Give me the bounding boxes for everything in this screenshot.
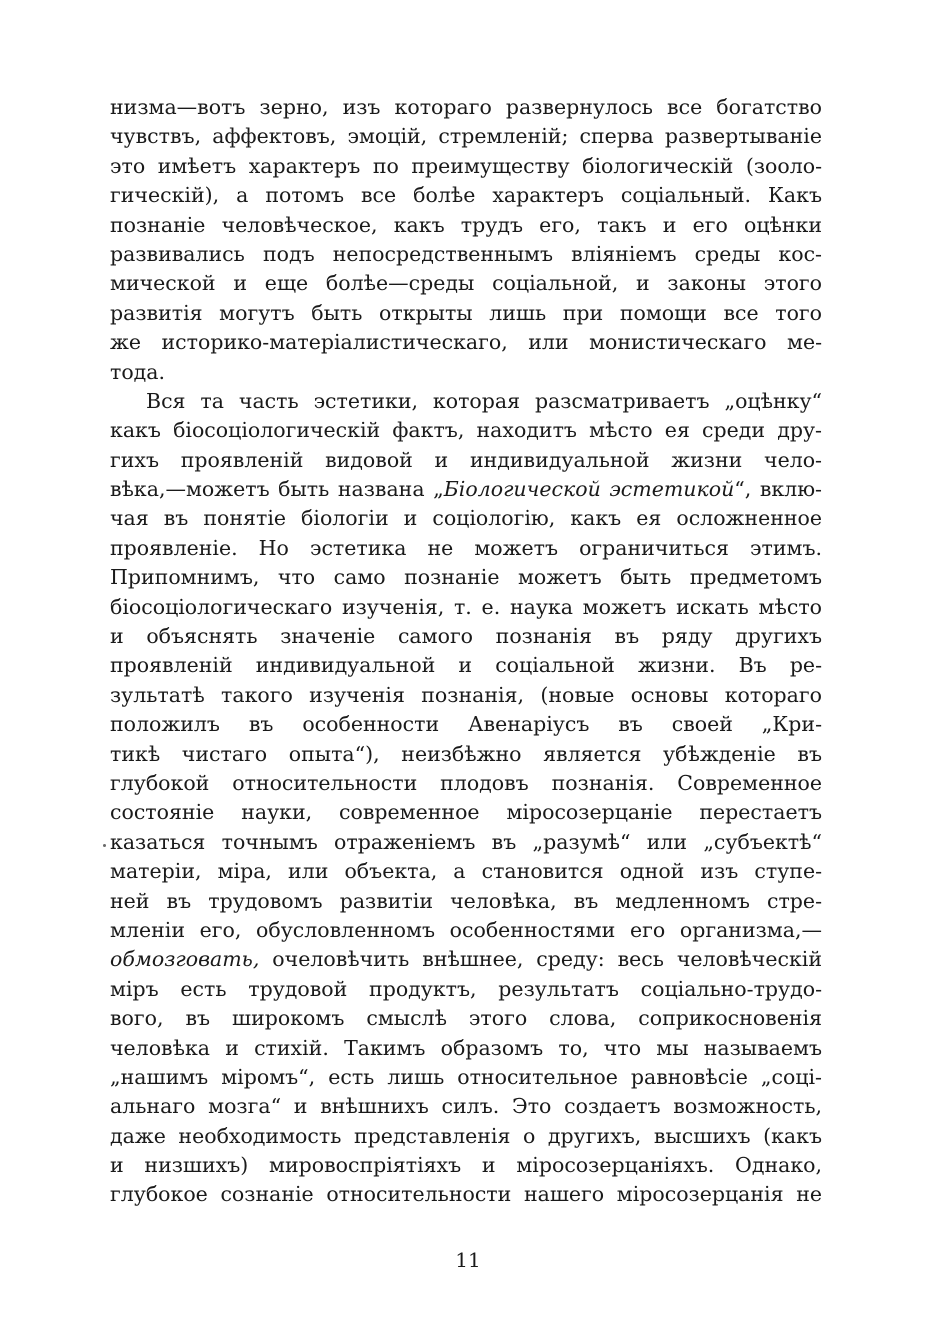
italic-term: Біологической эстетикой (443, 477, 735, 502)
text-line: Вся та часть эстетики, которая разсматриваетъ „оцѣнку“ (146, 388, 822, 413)
text-line: состояніе науки, современное міросозерцаніе перестаетъ (110, 800, 822, 825)
text-line: глубокой относительности плодовъ познанія. Современное (110, 770, 822, 795)
text-line-with-italic (110, 475, 822, 504)
text-line: „нашимъ міромъ“, есть лишь относительное равновѣсіе „соці- (110, 1064, 822, 1089)
text-line: мленіи его, обусловленномъ особенностями его организма,— (110, 917, 822, 942)
text-line: человѣка и стихій. Такимъ образомъ то, что мы называемъ (110, 1035, 822, 1060)
text-line: тода. (110, 359, 166, 384)
text-line: и низшихъ) мировоспріятіяхъ и міросозерцаніяхъ. Однако, (110, 1153, 822, 1178)
text-line: познаніе человѣческое, какъ трудъ его, такъ и его оцѣнки (110, 212, 822, 237)
text-line: даже необходимость представленія о другихъ, высшихъ (какъ (110, 1123, 822, 1148)
text-line: же историко-матеріалистическаго, или монистическаго ме- (110, 330, 822, 355)
text-line: зультатѣ такого изученія познанія, (новые основы котораго (110, 682, 822, 707)
text-line: мической и еще болѣе—среды соціальной, и законы этого (110, 271, 822, 296)
text-line: Припомнимъ, что само познаніе можетъ быть предметомъ (110, 565, 822, 590)
text-segment: вѣка,—можетъ быть названа „ (110, 477, 444, 502)
text-line: какъ біосоціологическій фактъ, находитъ мѣсто ея среди дру- (110, 418, 822, 443)
text-line: ней въ трудовомъ развитіи человѣка, въ медленномъ стре- (110, 888, 822, 913)
page-number: 11 (455, 1248, 481, 1272)
margin-speck (103, 844, 106, 847)
italic-term: обмозговать, (110, 947, 260, 972)
body-text (110, 93, 822, 1210)
text-line: гическій), а потомъ все болѣе характеръ соціальный. Какъ (110, 183, 822, 208)
text-line: это имѣетъ характеръ по преимуществу біологическій (зооло- (110, 153, 822, 178)
text-segment: очеловѣчить внѣшнее, среду: весь человѣческій (259, 947, 822, 972)
text-line: глубокое сознаніе относительности нашего міросозерцанія не (110, 1182, 822, 1207)
text-line: низма—вотъ зерно, изъ котораго развернулось все богатство (110, 95, 822, 119)
text-line: положилъ въ особенности Авенаріусъ въ своей „Кри- (110, 712, 822, 737)
text-line: альнаго мозга“ и внѣшнихъ силъ. Это создаетъ возможность, (110, 1094, 822, 1119)
text-line: гихъ проявленій видовой и индивидуальной жизни чело- (110, 447, 822, 472)
text-line-with-italic (110, 945, 822, 974)
text-line: чувствъ, аффектовъ, эмоцій, стремленій; сперва развертываніе (110, 124, 822, 149)
text-segment: “, вклю- (734, 477, 822, 502)
text-line: проявленій индивидуальной и соціальной жизни. Въ ре- (110, 653, 822, 678)
text-line: чая въ понятіе біологіи и соціологію, какъ ея осложненное (110, 506, 822, 531)
text-line: міръ есть трудовой продуктъ, результатъ соціально-трудо- (110, 976, 822, 1001)
text-line: проявленіе. Но эстетика не можетъ ограничиться этимъ. (110, 535, 822, 560)
text-line: казаться точнымъ отраженіемъ въ „разумѣ“ или „субъектѣ“ (110, 829, 822, 854)
text-line: тикѣ чистаго опыта“), неизбѣжно является убѣжденіе въ (110, 741, 822, 766)
text-line: вого, въ широкомъ смыслѣ этого слова, соприкосновенія (110, 1006, 822, 1031)
text-line: развивались подъ непосредственнымъ вліяніемъ среды кос- (110, 241, 822, 266)
text-line: біосоціологическаго изученія, т. е. наука можетъ искать мѣсто (110, 594, 822, 619)
text-line: матеріи, міра, или объекта, а становится одной изъ ступе- (110, 859, 822, 884)
text-line: развитія могутъ быть открыты лишь при помощи все того (110, 300, 822, 325)
text-line: и объяснять значеніе самого познанія въ ряду другихъ (110, 624, 822, 649)
